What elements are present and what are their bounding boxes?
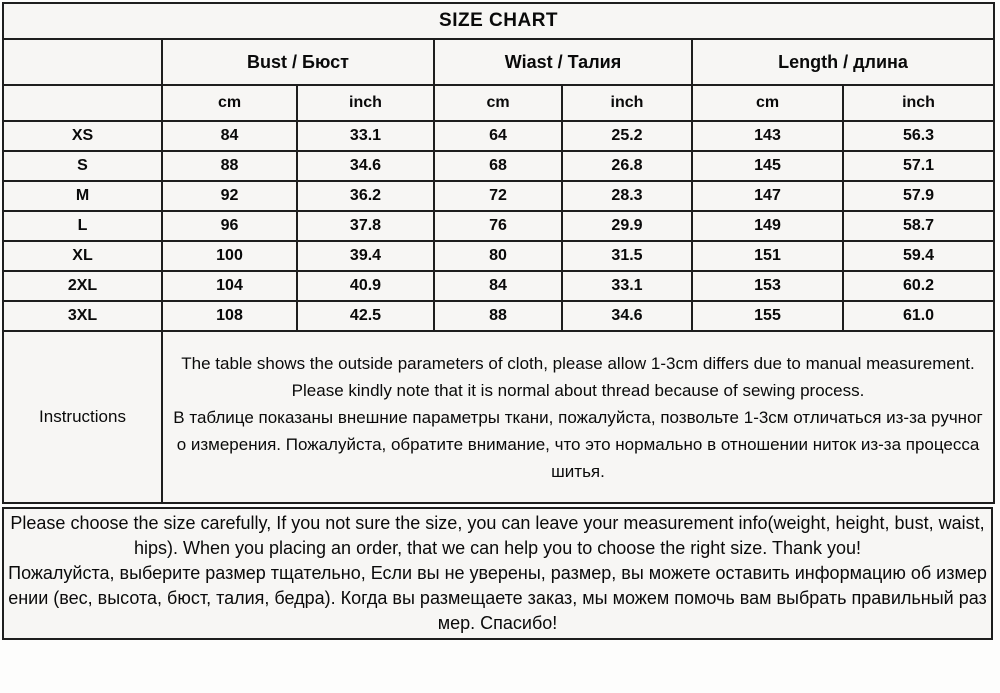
bust-cm-value: 104 <box>162 271 297 301</box>
length-cm-value: 147 <box>692 181 843 211</box>
footer-text-en: Please choose the size carefully, If you not sure the size, you can leave your measurement info(weight, height, bust, waist, hips). When you placing an order, that we can help you to choose the right size. Thank you! <box>10 513 985 558</box>
bust-inch-value: 34.6 <box>297 151 434 181</box>
bust-inch-value: 39.4 <box>297 241 434 271</box>
waist-cm-value: 84 <box>434 271 562 301</box>
table-row <box>3 121 994 151</box>
waist-inch-value: 31.5 <box>562 241 692 271</box>
waist-cm-value: 76 <box>434 211 562 241</box>
length-inch-value: 58.7 <box>843 211 994 241</box>
bust-inch-value: 42.5 <box>297 301 434 331</box>
unit-header-row <box>3 85 994 121</box>
table-row <box>3 271 994 301</box>
size-label: L <box>3 211 162 241</box>
table-row <box>3 211 994 241</box>
size-label: XL <box>3 241 162 271</box>
instructions-text-cell <box>162 331 994 503</box>
length-cm-header: cm <box>692 85 843 121</box>
table-row <box>3 181 994 211</box>
size-label: M <box>3 181 162 211</box>
waist-inch-value: 34.6 <box>562 301 692 331</box>
footer-text-ru: Пожалуйста, выберите размер тщательно, Если вы не уверены, размер, вы можете оставить информацию об измерении (вес, высота, бюст, талия, бедра). Когда вы размещаете заказ, мы можем помочь вам выбрать правильный размер. Спасибо! <box>8 563 987 633</box>
bust-cm-value: 108 <box>162 301 297 331</box>
waist-cm-value: 88 <box>434 301 562 331</box>
bust-inch-header: inch <box>297 85 434 121</box>
bust-cm-value: 88 <box>162 151 297 181</box>
waist-cm-value: 64 <box>434 121 562 151</box>
corner-empty-cell <box>3 39 162 85</box>
length-cm-value: 155 <box>692 301 843 331</box>
length-inch-value: 57.9 <box>843 181 994 211</box>
bust-inch-value: 33.1 <box>297 121 434 151</box>
bust-inch-value: 37.8 <box>297 211 434 241</box>
length-inch-value: 59.4 <box>843 241 994 271</box>
bust-cm-header: cm <box>162 85 297 121</box>
bust-cm-value: 92 <box>162 181 297 211</box>
waist-inch-value: 25.2 <box>562 121 692 151</box>
col-header-waist: Wiast / Талия <box>434 39 692 85</box>
waist-cm-value: 80 <box>434 241 562 271</box>
length-cm-value: 149 <box>692 211 843 241</box>
instructions-row <box>3 331 994 503</box>
table-row <box>3 241 994 271</box>
footer-note <box>2 507 993 640</box>
bust-inch-value: 36.2 <box>297 181 434 211</box>
length-inch-value: 57.1 <box>843 151 994 181</box>
page-title: SIZE CHART <box>3 3 994 39</box>
column-group-header-row <box>3 39 994 85</box>
table-row <box>3 151 994 181</box>
length-inch-value: 60.2 <box>843 271 994 301</box>
instructions-label: Instructions <box>3 331 162 503</box>
waist-cm-value: 72 <box>434 181 562 211</box>
length-cm-value: 151 <box>692 241 843 271</box>
waist-inch-value: 26.8 <box>562 151 692 181</box>
length-cm-value: 143 <box>692 121 843 151</box>
waist-cm-value: 68 <box>434 151 562 181</box>
bust-cm-value: 96 <box>162 211 297 241</box>
length-inch-header: inch <box>843 85 994 121</box>
waist-inch-header: inch <box>562 85 692 121</box>
length-cm-value: 145 <box>692 151 843 181</box>
bust-cm-value: 100 <box>162 241 297 271</box>
length-cm-value: 153 <box>692 271 843 301</box>
title-row <box>3 3 994 39</box>
waist-cm-header: cm <box>434 85 562 121</box>
length-inch-value: 61.0 <box>843 301 994 331</box>
col-header-bust: Bust / Бюст <box>162 39 434 85</box>
size-chart-table <box>2 2 995 504</box>
col-header-length: Length / длина <box>692 39 994 85</box>
waist-inch-value: 28.3 <box>562 181 692 211</box>
size-label: 2XL <box>3 271 162 301</box>
table-row <box>3 301 994 331</box>
size-label: 3XL <box>3 301 162 331</box>
size-label: S <box>3 151 162 181</box>
size-label: XS <box>3 121 162 151</box>
waist-inch-value: 29.9 <box>562 211 692 241</box>
length-inch-value: 56.3 <box>843 121 994 151</box>
instructions-text-en: The table shows the outside parameters of cloth, please allow 1-3cm differs due to manual measurement. Please kindly note that it is normal about thread because of sewing process. <box>181 353 975 400</box>
bust-cm-value: 84 <box>162 121 297 151</box>
instructions-text-ru: В таблице показаны внешние параметры ткани, пожалуйста, позвольте 1-3см отличаться из-за ручного измерения. Пожалуйста, обратите внимание, что это нормально в отношении ниток из-за процесса шитья. <box>173 407 983 481</box>
bust-inch-value: 40.9 <box>297 271 434 301</box>
unit-empty-cell <box>3 85 162 121</box>
waist-inch-value: 33.1 <box>562 271 692 301</box>
